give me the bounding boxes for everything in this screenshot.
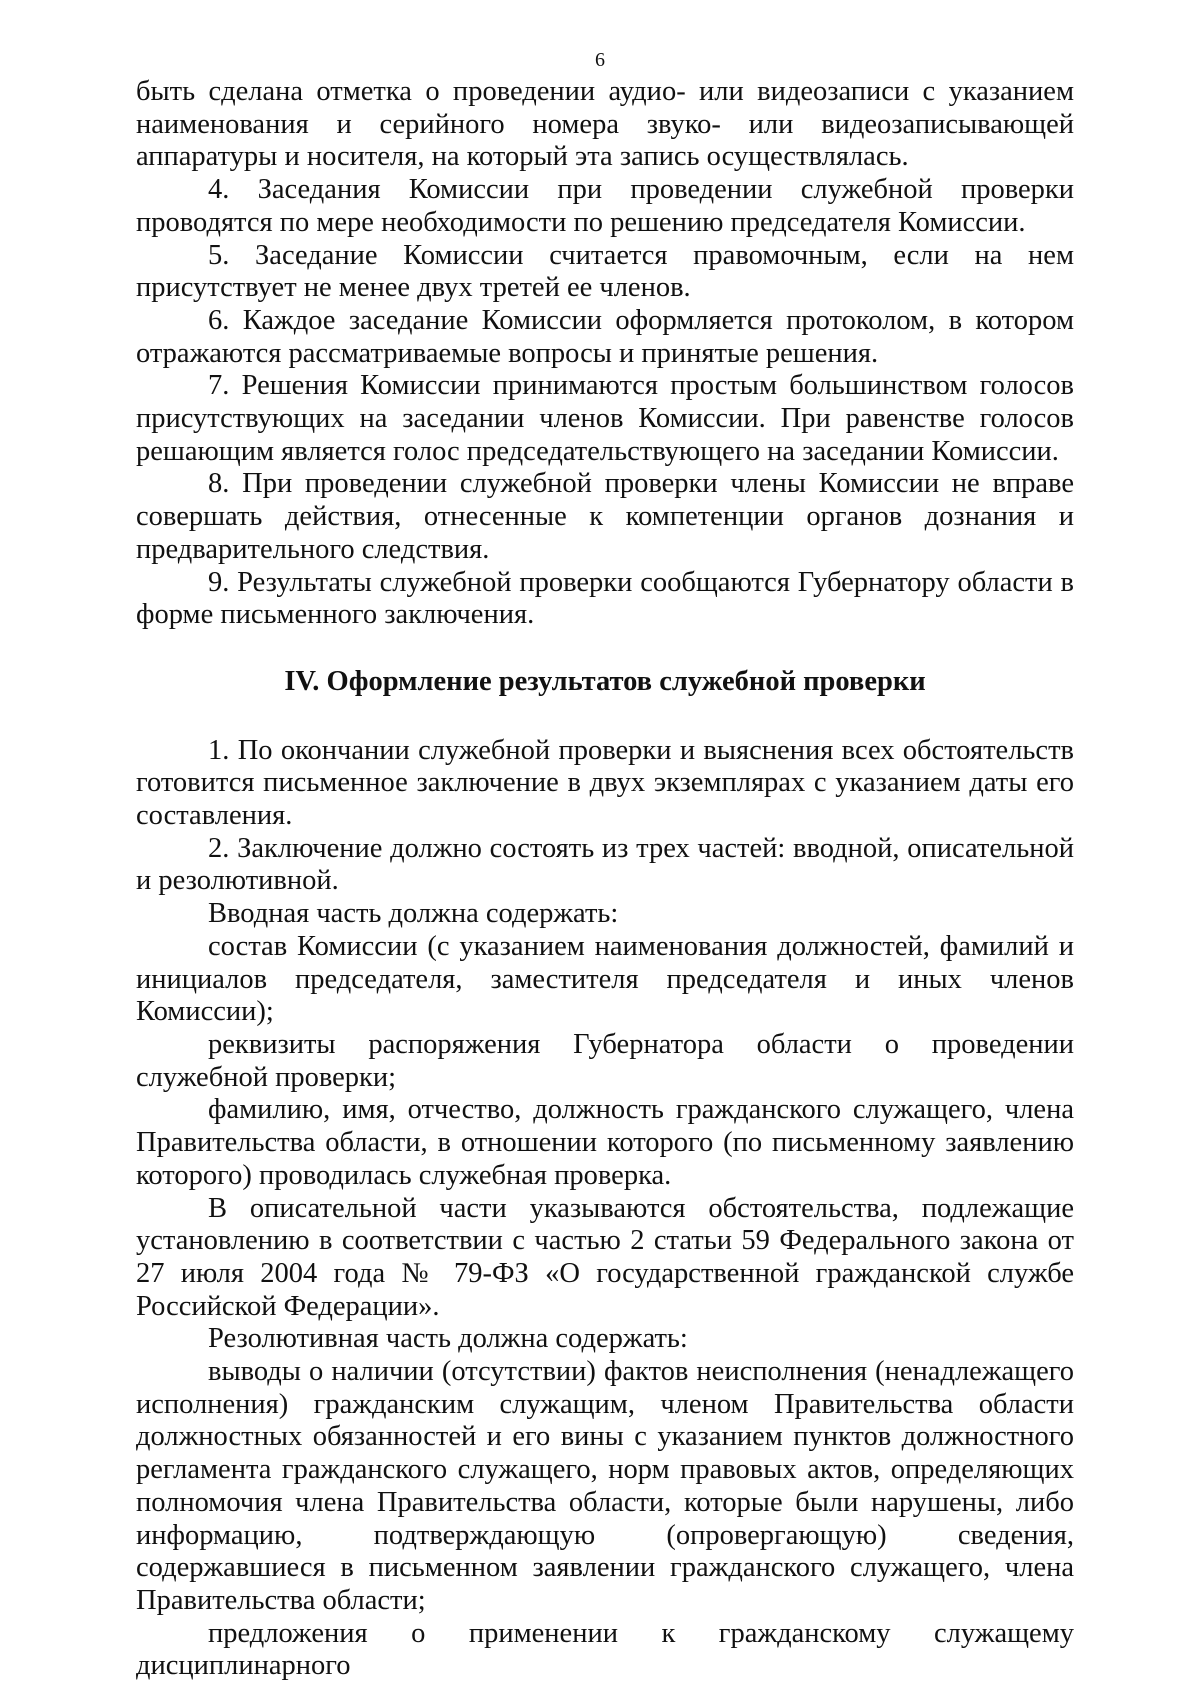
document-body xyxy=(136,76,1074,1683)
paragraph-order-details: реквизиты распоряжения Губернатора области о проведении служебной проверки; xyxy=(136,1028,1074,1093)
paragraph-item-9: 9. Результаты служебной проверки сообщаются Губернатору области в форме письменного заключения. xyxy=(136,566,1074,631)
paragraph-employee-details: фамилию, имя, отчество, должность гражданского служащего, члена Правительства области, в отношении которого (по письменному заявлению которого) проводилась служебная проверка. xyxy=(136,1094,1074,1191)
paragraph-continuation: быть сделана отметка о проведении аудио- или видеозаписи с указанием наименования и серийного номера звуко- или видеозаписывающей аппаратуры и носителя, на который эта запись осуществлялась. xyxy=(136,76,1074,173)
paragraph-item-1: 1. По окончании служебной проверки и выяснения всех обстоятельств готовится письменное заключение в двух экземплярах с указанием даты его составления. xyxy=(136,734,1074,832)
paragraph-item-7: 7. Решения Комиссии принимаются простым большинством голосов присутствующих на заседании членов Комиссии. При равенстве голосов решающим является голос председательствующего на заседании Комиссии. xyxy=(136,370,1074,467)
paragraph-resolutive-part: Резолютивная часть должна содержать: xyxy=(208,1323,688,1355)
paragraph-conclusions: выводы о наличии (отсутствии) фактов неисполнения (ненадлежащего исполнения) гражданским служащим, членом Правительства области должностных обязанностей и его вины с указанием пунктов должностного регламента гражданского служащего, норм правовых актов, определяющих полномочия члена Правительства области, которые были нарушены, либо информацию, подтверждающую (опровергающую) сведения, содержавшиеся в письменном заявлении гражданского служащего, члена Правительства области; xyxy=(136,1356,1074,1616)
paragraph-item-8: 8. При проведении служебной проверки члены Комиссии не вправе совершать действия, отнесенные к компетенции органов дознания и предварительного следствия. xyxy=(136,468,1074,565)
page-number: 6 xyxy=(595,49,605,71)
paragraph-intro-part: Вводная часть должна содержать: xyxy=(208,898,619,930)
paragraph-item-4: 4. Заседания Комиссии при проведении служебной проверки проводятся по мере необходимости по решению председателя Комиссии. xyxy=(136,174,1074,238)
paragraph-descriptive-part: В описательной части указываются обстоятельства, подлежащие установлению в соответствии с частью 2 статьи 59 Федерального закона от 27 июля 2004 года № 79-ФЗ «О государственной гражданской службе Российской Федерации». xyxy=(136,1192,1074,1322)
section-heading: IV. Оформление результатов служебной проверки xyxy=(284,665,926,697)
paragraph-item-6: 6. Каждое заседание Комиссии оформляется протоколом, в котором отражаются рассматриваемые вопросы и принятые решения. xyxy=(136,304,1074,369)
paragraph-commission-composition: состав Комиссии (с указанием наименования должностей, фамилий и инициалов председателя, заместителя председателя и иных членов Комиссии); xyxy=(136,930,1074,1028)
paragraph-item-5: 5. Заседание Комиссии считается правомочным, если на нем присутствует не менее двух третей ее членов. xyxy=(136,239,1074,304)
paragraph-proposals: предложения о применении к гражданскому служащему дисциплинарного xyxy=(136,1617,1074,1682)
paragraph-item-2: 2. Заключение должно состоять из трех частей: вводной, описательной и резолютивной. xyxy=(136,832,1074,897)
